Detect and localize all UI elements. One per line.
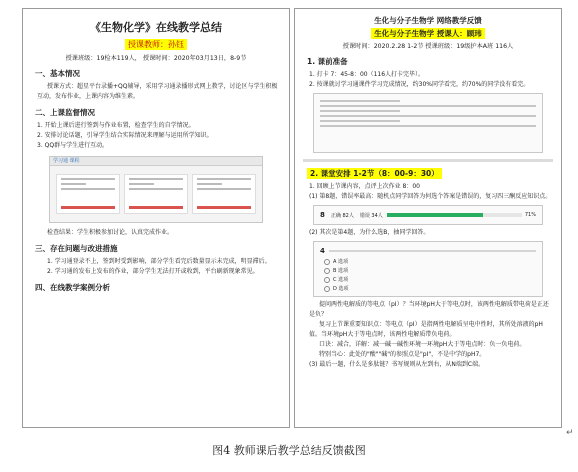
option-d: D 选项 (324, 285, 532, 292)
teacher-highlight: 授课教师：孙钰 (125, 39, 187, 50)
paragraph-2: 复习上节课重要知识点：等电点（pI）是指两性电解质呈电中性时，其所处溶液的pH值。当环境pH大于等电点时，该两性电解质带负电荷。 (309, 321, 543, 338)
screenshot-card (56, 174, 120, 214)
question-number: 8 (320, 211, 325, 219)
figure-caption: 图4 教师课后教学总结反馈截图 (212, 444, 366, 457)
supervision-item-2: 2. 安排讨论话题，引导学生结合实际情况来理解与运用所学知识。 (37, 132, 213, 139)
radio-icon (324, 277, 330, 283)
check-result-text: 检查结果：学生积极参加讨论，认真完成作业。 (47, 229, 174, 236)
accuracy-percent: 71% (524, 212, 536, 218)
right-doc-meta: 授课时间：2020.2.28 1-2节 授课班级：19级护本A班 116人 (342, 43, 514, 50)
paragraph-1: 提问两性电解质的等电点（pI）？当环境pH大于等电点时，该两性电解质带电荷是正还是负？ (309, 301, 549, 318)
option-b: B 选项 (324, 267, 532, 274)
left-doc-teacher (31, 39, 281, 50)
issue-item-2: 2. 学习通的发布上发布的作业，部分学生无法打开或收到，平台刷新现象常见。 (47, 268, 259, 275)
right-doc-header: 生化与分子生物学 网络教学反馈 (374, 16, 482, 25)
platform-screenshot (49, 156, 263, 223)
subheader-highlight: 生化与分子生物学 授课人：顾玮 (371, 28, 485, 39)
quiz-stat-screenshot (313, 205, 543, 225)
left-document-page (22, 8, 290, 428)
right-document-page (294, 8, 562, 428)
issue-item-1: 1. 学习通登录不上，签到时受到影响，部分学生看完后数量显示未完成，明显滞后。 (47, 258, 271, 265)
supervision-item-3: 3. QQ群与学生进行互动。 (37, 142, 109, 149)
section-issues-title: 三、存在问题与改进措施 (35, 244, 118, 253)
arrangement-item-2: (1) 第8题，错误率最高：随机点同学回答为何选个答案是错误的，复习四三酮反应知识点。 (309, 193, 552, 200)
class-arrangement-highlight: 2. 课堂安排 1-2节（8：00-9：30） (307, 168, 442, 179)
prep-title: 1. 课前准备 (307, 57, 348, 66)
chat-screenshot (313, 93, 543, 153)
prep-item-2: 2. 按课就讨学习通课件学习完成情况，约30%同学看完，约70%的同学没有看完。 (309, 81, 530, 88)
section-supervision-title: 二、上课监督情况 (35, 108, 95, 117)
screenshot-card (192, 174, 256, 214)
arrangement-item-1: 1. 回顾上节课内容，点评上次作业 8：00 (309, 183, 420, 190)
section-case-title: 四、在线教学案例分析 (35, 283, 110, 292)
left-doc-meta: 授课班级：19检本119人， 授课时间：2020年03月13日，8-9节 (65, 55, 247, 62)
option-a: A 选项 (324, 258, 532, 265)
radio-icon (324, 286, 330, 292)
left-doc-title: 《生物化学》在线教学总结 (90, 21, 222, 34)
option-c: C 选项 (324, 276, 532, 283)
radio-icon (324, 268, 330, 274)
section-divider (303, 159, 553, 162)
paragraph-4: 特别当心：此处的"酸""碱"的参照点是"pI"，不是中学的pH7。 (319, 351, 486, 358)
paragraph-3: 口诀：减合，详解：减一碱一碱性环境一环境pH大于等电点时：负一负电荷。 (319, 341, 526, 348)
screenshot-card (124, 174, 188, 214)
section-basic-text: 授课方式：超星平台录播+QQ辅导，采用学习通录播形式网上教学，讨论区与学生积极互动，发布作业，上课内容为维生素。 (37, 83, 278, 100)
last-question-text: (3) 最后一题，什么是多肽链？书写规则从左到右，从N端到C端。 (309, 361, 485, 368)
correct-count: 正确 82人 (330, 212, 354, 219)
question4-screenshot (313, 241, 543, 297)
section-basic-title: 一、基本情况 (35, 69, 80, 78)
prep-item-1: 1. 打卡 7：45-8：00（116人打卡完毕）。 (309, 71, 425, 78)
screenshot-header: 学习通 课程 (50, 157, 262, 166)
right-doc-subheader (303, 28, 553, 39)
accuracy-bar (387, 213, 522, 217)
wrong-count: 错误 34人 (359, 212, 383, 219)
radio-icon (324, 259, 330, 265)
paragraph-mark-icon: ↵ (566, 428, 574, 438)
supervision-item-1: 1. 开始上课后进行签到与作业布置，检查学生的自学情况。 (37, 122, 195, 129)
arrangement-item-3: (2) 其次是第4题，为什么选B，抽同学回答。 (309, 229, 430, 236)
class-arrangement-title (307, 168, 553, 179)
question-4-number: 4 (320, 247, 325, 255)
